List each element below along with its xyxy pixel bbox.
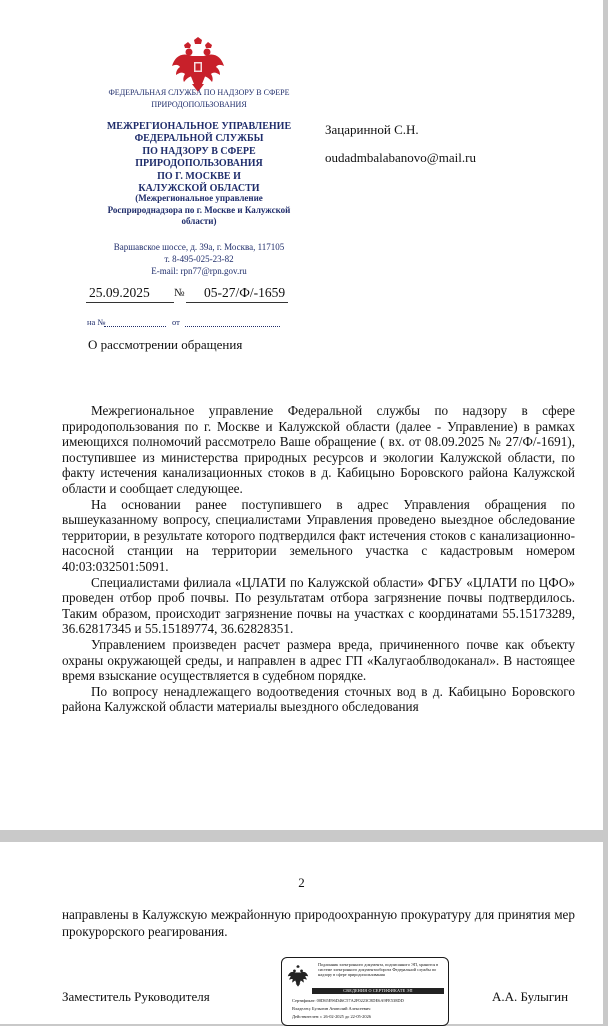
coat-of-arms-emblem — [170, 36, 226, 94]
electronic-signature-stamp — [281, 957, 449, 1026]
incoming-date-line — [185, 326, 280, 327]
letter-subject: О рассмотрении обращения — [88, 337, 243, 352]
signer-role: Заместитель Руководителя — [62, 989, 210, 1004]
stamp-owner: Владелец: Булыгин Анатолий Алексеевич — [292, 1006, 371, 1011]
agency-name-small: ФЕДЕРАЛЬНАЯ СЛУЖБА ПО НАДЗОРУ В СФЕРЕ ПРИРОДОПОЛЬЗОВАНИЯ — [108, 88, 290, 109]
department-name: МЕЖРЕГИОНАЛЬНОЕ УПРАВЛЕНИЕ ФЕДЕРАЛЬНОЙ СЛУЖБЫ ПО НАДЗОРУ В СФЕРЕ ПРИРОДОПОЛЬЗОВАНИЯ ПО Г. МОСКВЕ И КАЛУЖСКОЙ ОБЛАСТИ — [106, 121, 292, 195]
body-paragraph: Управлением произведен расчет размера вреда, причиненного почве как объекту охраны окружающей среды, и направлен в адрес ГП «Калугаоблводоканал». В настоящее время взыскание осуществляется в судебном порядке. — [62, 636, 575, 684]
body-paragraph: Межрегиональное управление Федеральной службы по надзору в сфере природопользования по г. Москве и Калужской области (далее - Управление) в рамках имеющихся полномочий рассмотрело Ваше обращение ( вх. от 08.09.2025 № 27/Ф/-1691), поступившее из министерства природных ресурсов и экологии Калужской области, по факту истечения канализационных стоков в д. Кабицыно Боровского района Калужской области и сообщает следующее. — [62, 403, 575, 496]
email: E-mail: rpn77@rpn.gov.ru — [151, 265, 247, 276]
signer-name: А.А. Булыгин — [492, 989, 569, 1004]
recipient-email: oudadmbalabanovo@mail.ru — [325, 150, 476, 165]
stamp-certificate: Сертификат: 00D65E96D46C57A2F0223C8DE6A9FE538DD — [292, 998, 404, 1003]
body-paragraph: Специалистами филиала «ЦЛАТИ по Калужской области» ФГБУ «ЦЛАТИ по ЦФО» проведен отбор проб почвы. По результатам отбора загрязнение почвы подтвердилось. Таким образом, происходит загрязнение почвы на участках с координатами 55.15173289, 36.62817345 и 55.15189774, 36.62828351. — [62, 574, 575, 637]
address: Варшавское шоссе, д. 39а, г. Москва, 117105 — [113, 242, 285, 252]
number-underline — [186, 302, 288, 303]
letter-date: 25.09.2025 — [89, 285, 150, 300]
body-paragraph: На основании ранее поступившего в адрес Управления обращения по вышеуказанному вопросу, специалистами Управления проведено выездное обследование территории, в результате которого подтвердился факт истечения стоков с канализационно-насосной станции на территории земельного участка с кадастровым номером 40:03:032501:5091. — [62, 496, 575, 574]
stamp-emblem-icon — [287, 964, 309, 988]
phone: т. 8-495-025-23-82 — [164, 253, 234, 264]
stamp-title: СВЕДЕНИЯ О СЕРТИФИКАТЕ ЭП — [312, 988, 444, 994]
date-underline — [86, 302, 174, 303]
letter-body — [62, 403, 575, 715]
department-short-name: (Межрегиональное управление Росприроднадзора по г. Москве и Калужской области) — [107, 193, 291, 227]
number-sign: № — [174, 287, 185, 299]
stamp-validity: Действителен: с 26-02-2025 до 22-05-2026 — [292, 1014, 371, 1019]
stamp-header-text: Подлинник электронного документа, подписанного ЭП, хранится в системе электронного документооборота Федеральной службы по надзору в сфере природопользования — [318, 962, 439, 978]
department-contacts — [92, 242, 306, 277]
page-number: 2 — [298, 875, 305, 890]
incoming-date-label: от — [172, 317, 180, 327]
incoming-number-line — [104, 326, 166, 327]
recipient-name: Зацаринной С.Н. — [325, 122, 419, 137]
body-paragraph: По вопросу ненадлежащего водоотведения сточных вод в д. Кабицыно Боровского района Калужской области материалы выездного обследования — [62, 683, 575, 715]
continuation-text: направлены в Калужскую межрайонную природоохранную прокуратуру для принятия мер прокурорского реагирования. — [62, 907, 575, 939]
letter-number: 05-27/Ф/-1659 — [204, 285, 286, 300]
incoming-number-label: на № — [87, 317, 106, 327]
